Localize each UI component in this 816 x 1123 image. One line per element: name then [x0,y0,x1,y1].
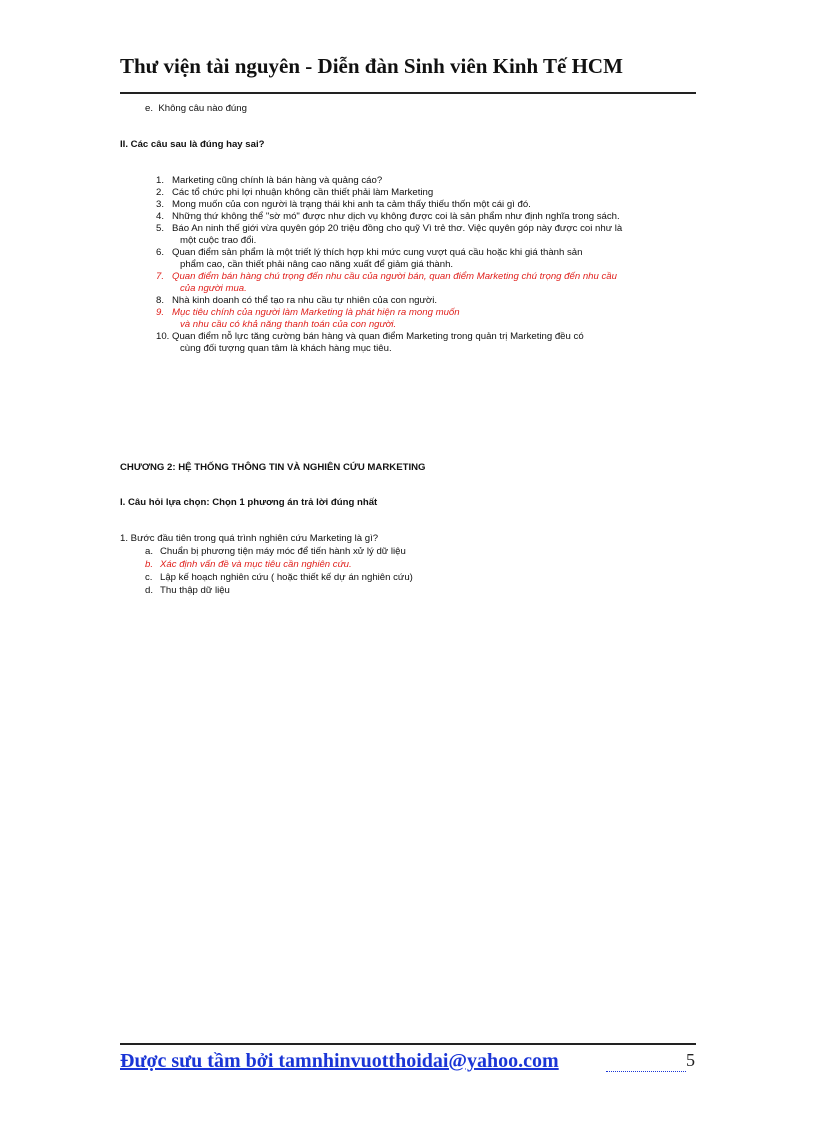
answer-option [145,545,406,558]
statement-text: Quan điểm bán hàng chú trọng đến nhu cầu của người bán, quan điểm Marketing chú trọng đến nhu cầu [172,271,617,282]
option-letter: c. [145,572,153,583]
option-letter: e. [145,103,154,114]
option-text: Chuẩn bị phương tiện máy móc để tiến hành xử lý dữ liệu [160,546,406,557]
statement-number: 10. [156,331,170,342]
statement-number: 2. [156,187,165,198]
statement-text: Marketing cũng chính là bán hàng và quảng cáo? [172,175,383,186]
statement-number: 5. [156,223,165,234]
option-text: Không câu nào đúng [158,103,247,114]
page-number: 5 [686,1050,695,1070]
statement-text: Mục tiêu chính của người làm Marketing là phát hiện ra mong muốn [172,307,460,318]
statement-text: Quan điểm sản phẩm là một triết lý thích hợp khi mức cung vượt quá cầu hoặc khi giá thành sản [172,247,583,258]
statement-text: Nhà kinh doanh có thể tạo ra nhu cầu tự nhiên của con người. [172,295,438,306]
statement-continuation: của người mua. [180,283,247,294]
previous-option [145,102,247,115]
section-title-multiple-choice: I. Câu hỏi lựa chọn: Chọn 1 phương án trả lời đúng nhất [120,497,378,508]
statement-continuation: và nhu cầu có khả năng thanh toán của con người. [180,319,397,330]
footer-credit-link[interactable]: Được sưu tầm bởi tamnhinvuotthoidai@yahoo.com [120,1050,559,1072]
statement-number: 6. [156,247,165,258]
statement-text: Mong muốn của con người là trạng thái khi anh ta cảm thấy thiếu thốn một cái gì đó. [172,199,531,210]
option-text: Lập kế hoạch nghiên cứu ( hoặc thiết kế dự án nghiên cứu) [160,572,413,583]
footer-dotted-leader [606,1071,686,1072]
statement-number: 1. [156,175,165,186]
option-letter: d. [145,585,154,596]
statement-text: Báo An ninh thế giới vừa quyên góp 20 triệu đồng cho quỹ Vì trẻ thơ. Việc quyên góp này được coi như là [172,223,623,234]
statement-number: 7. [156,271,165,282]
statement-continuation: phẩm cao, cần thiết phải nâng cao năng xuất để giảm giá thành. [180,259,454,270]
statement-number: 3. [156,199,165,210]
question-text: 1. Bước đầu tiên trong quá trình nghiên cứu Marketing là gì? [120,533,379,544]
statement-number: 4. [156,211,165,222]
statement-continuation: một cuộc trao đổi. [180,235,257,246]
option-letter: b. [145,559,154,570]
page-header-title: Thư viện tài nguyên - Diễn đàn Sinh viên Kinh Tế HCM [120,54,623,78]
statement-text: Các tổ chức phi lợi nhuận không cần thiết phải làm Marketing [172,187,434,198]
footer-divider [120,1043,696,1045]
answer-option [145,571,413,584]
statement-text: Quan điểm nỗ lực tăng cường bán hàng và quan điểm Marketing trong quản trị Marketing đều có [172,331,584,342]
section-title-true-false: II. Các câu sau là đúng hay sai? [120,139,265,150]
option-text: Thu thập dữ liệu [160,585,230,596]
statement-continuation: cùng đối tượng quan tâm là khách hàng mục tiêu. [180,343,392,354]
answer-option [145,584,230,597]
answer-option [145,558,352,571]
chapter-title: CHƯƠNG 2: HỆ THỐNG THÔNG TIN VÀ NGHIÊN CỨU MARKETING [120,462,426,473]
statement-number: 8. [156,295,165,306]
header-divider [120,92,696,94]
statement-number: 9. [156,307,165,318]
option-text: Xác định vấn đề và mục tiêu cần nghiên cứu. [160,559,352,570]
statement-text: Những thứ không thể "sờ mó" được như dịch vụ không được coi là sản phẩm như định nghĩa trong sách. [172,211,620,222]
option-letter: a. [145,546,154,557]
